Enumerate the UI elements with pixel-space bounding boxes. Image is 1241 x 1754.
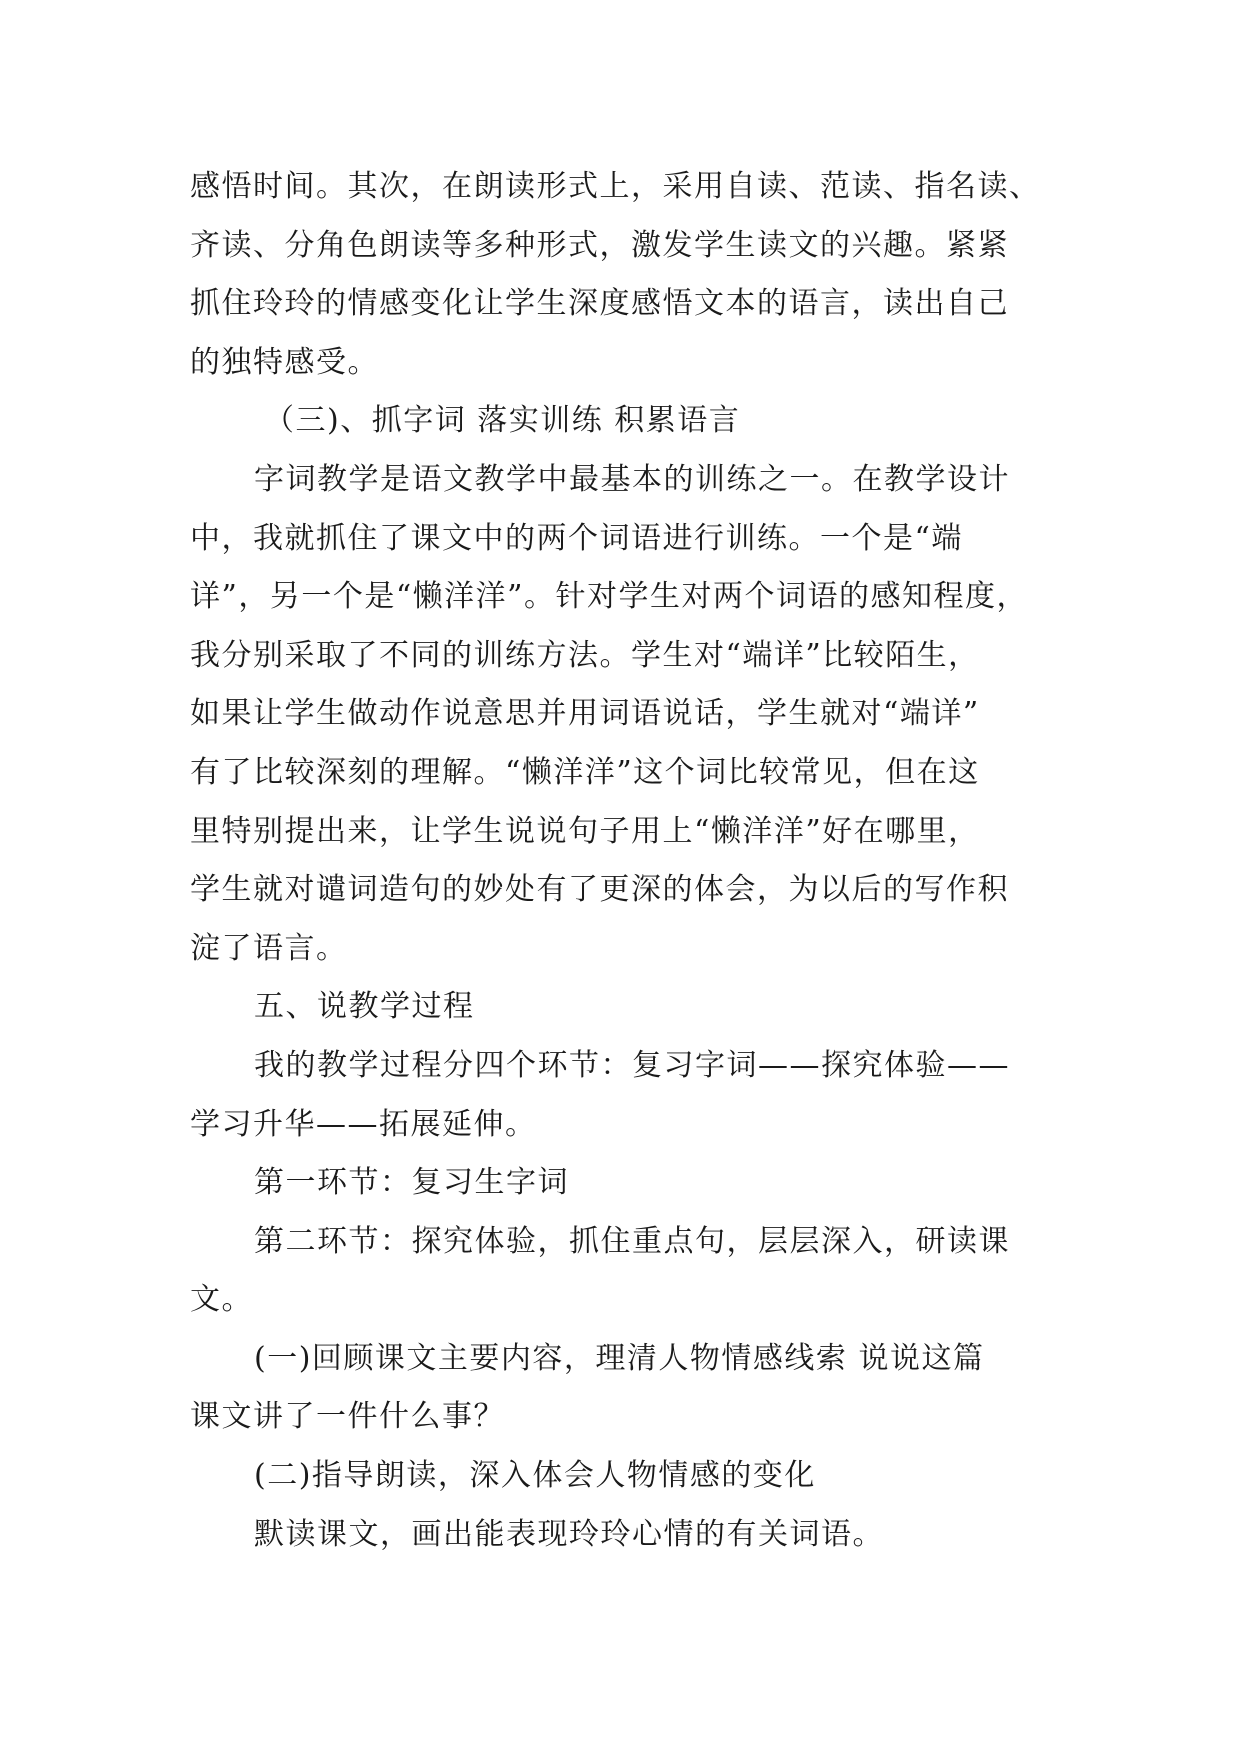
paragraph-reading-forms [190,158,1050,392]
text-line: 课文讲了一件什么事？ [190,1399,505,1435]
heading-text: 五、说教学过程 [254,989,475,1025]
text-line: 第二环节：探究体验，抓住重点句，层层深入，研读课 [254,1223,1010,1259]
text-line: 齐读、分角色朗读等多种形式，激发学生读文的兴趣。紧紧 [190,227,1009,263]
text-line: 学生就对谴词造句的妙处有了更深的体会，为以后的写作积 [190,872,1009,908]
paragraph-sub-two [190,1447,1050,1506]
text-line: 字词教学是语文教学中最基本的训练之一。在教学设计 [254,461,1010,497]
text-line: 学习升华——拓展延伸。 [190,1106,537,1142]
text-line: 我的教学过程分四个环节：复习字词——探究体验—— [254,1047,1010,1083]
text-line: 如果让学生做动作说意思并用词语说话，学生就对“端详” [190,696,980,732]
text-line: 默读课文，画出能表现玲玲心情的有关词语。 [254,1516,884,1552]
text-line: 我分别采取了不同的训练方法。学生对“端详”比较陌生， [190,637,980,673]
paragraph-word-teaching [190,451,1050,978]
text-line: 中，我就抓住了课文中的两个词语进行训练。一个是“端 [190,520,963,556]
paragraph-step-one [190,1154,1050,1213]
text-line: 文。 [190,1282,253,1318]
text-line: 抓住玲玲的情感变化让学生深度感悟文本的语言，读出自己 [190,286,1009,322]
document-page [190,158,1050,1564]
text-line: 里特别提出来，让学生说说句子用上“懒洋洋”好在哪里， [190,813,980,849]
paragraph-sub-one [190,1330,1050,1447]
text-line: 第一环节：复习生字词 [254,1165,569,1201]
text-line: (一)回顾课文主要内容，理清人物情感线索 说说这篇 [254,1340,985,1376]
paragraph-step-two [190,1213,1050,1330]
text-line: 感悟时间。其次，在朗读形式上，采用自读、范读、指名读、 [190,169,1041,204]
text-line: 详”，另一个是“懒洋洋”。针对学生对两个词语的感知程度， [190,579,1029,615]
section-heading-3 [190,392,1050,451]
paragraph-process-overview [190,1037,1050,1154]
text-line: 的独特感受。 [190,344,379,380]
text-line: 淀了语言。 [190,930,348,966]
paragraph-silent-reading [190,1506,1050,1565]
text-line: (二)指导朗读，深入体会人物情感的变化 [254,1458,816,1494]
text-line: 有了比较深刻的理解。“懒洋洋”这个词比较常见，但在这 [190,754,980,790]
section-heading-5 [190,978,1050,1037]
heading-text: （三)、抓字词 落实训练 积累语言 [264,403,741,439]
